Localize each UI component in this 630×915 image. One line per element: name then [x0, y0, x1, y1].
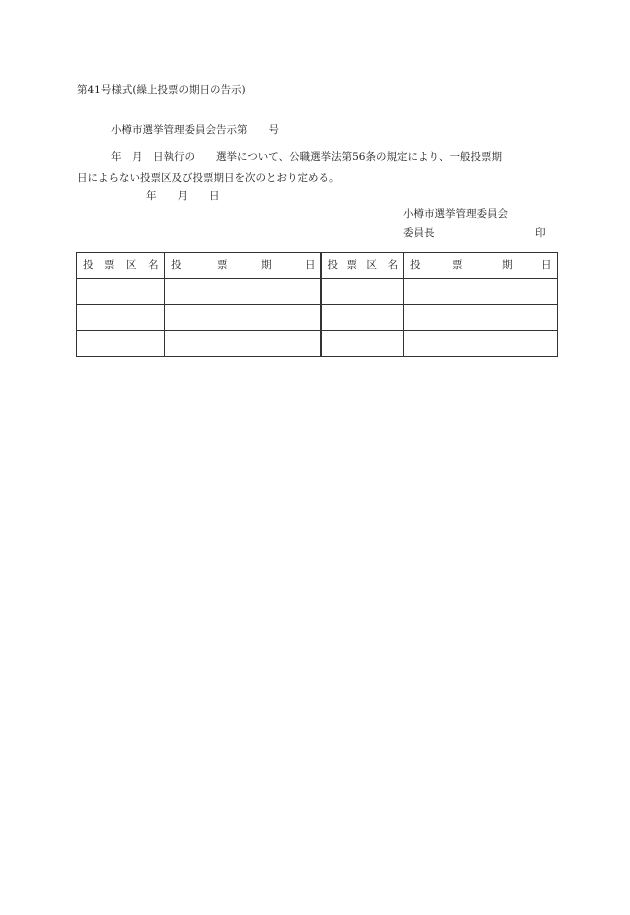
table-row	[77, 279, 558, 305]
table-cell	[77, 305, 165, 331]
header-char: 票	[104, 259, 115, 271]
table-header-row	[77, 253, 558, 279]
chair-title: 委員長	[403, 227, 435, 239]
header-voting-date-1	[165, 253, 321, 279]
header-char: 期	[502, 259, 513, 271]
table-cell	[165, 279, 321, 305]
header-district-name-1	[77, 253, 165, 279]
header-district-name-2	[321, 253, 404, 279]
header-char: 期	[261, 259, 272, 271]
committee-name: 小樽市選挙管理委員会	[403, 208, 508, 220]
header-char: 票	[346, 259, 357, 271]
seal-mark: 印	[535, 227, 546, 239]
table-cell	[77, 331, 165, 357]
table-cell	[404, 305, 558, 331]
notice-body-line-2: 日によらない投票区及び投票期日を次のとおり定める。	[77, 172, 340, 184]
header-char: 日	[541, 259, 552, 271]
header-char: 名	[387, 259, 398, 271]
header-char: 名	[148, 259, 159, 271]
header-char: 投	[327, 259, 338, 271]
table-cell	[165, 331, 321, 357]
district-date-table	[76, 252, 558, 357]
header-char: 票	[452, 259, 463, 271]
table-cell	[321, 305, 404, 331]
table-cell	[404, 331, 558, 357]
table-cell	[404, 279, 558, 305]
notice-body-line-1: 年 月 日執行の 選挙について、公職選挙法第56条の規定により、一般投票期	[111, 151, 502, 163]
header-char: 投	[171, 259, 182, 271]
table-cell	[321, 279, 404, 305]
table-cell	[165, 305, 321, 331]
form-title: 第41号様式(繰上投票の期日の告示)	[77, 84, 246, 96]
header-voting-date-2	[404, 253, 558, 279]
header-char: 投	[410, 259, 421, 271]
header-char: 票	[217, 259, 228, 271]
notice-number: 小樽市選挙管理委員会告示第 号	[111, 124, 279, 136]
header-char: 投	[83, 259, 94, 271]
notice-date: 年 月 日	[146, 190, 220, 202]
table-cell	[321, 331, 404, 357]
table-row	[77, 331, 558, 357]
header-char: 区	[366, 259, 377, 271]
header-char: 日	[305, 259, 316, 271]
header-char: 区	[126, 259, 137, 271]
table-row	[77, 305, 558, 331]
table-cell	[77, 279, 165, 305]
